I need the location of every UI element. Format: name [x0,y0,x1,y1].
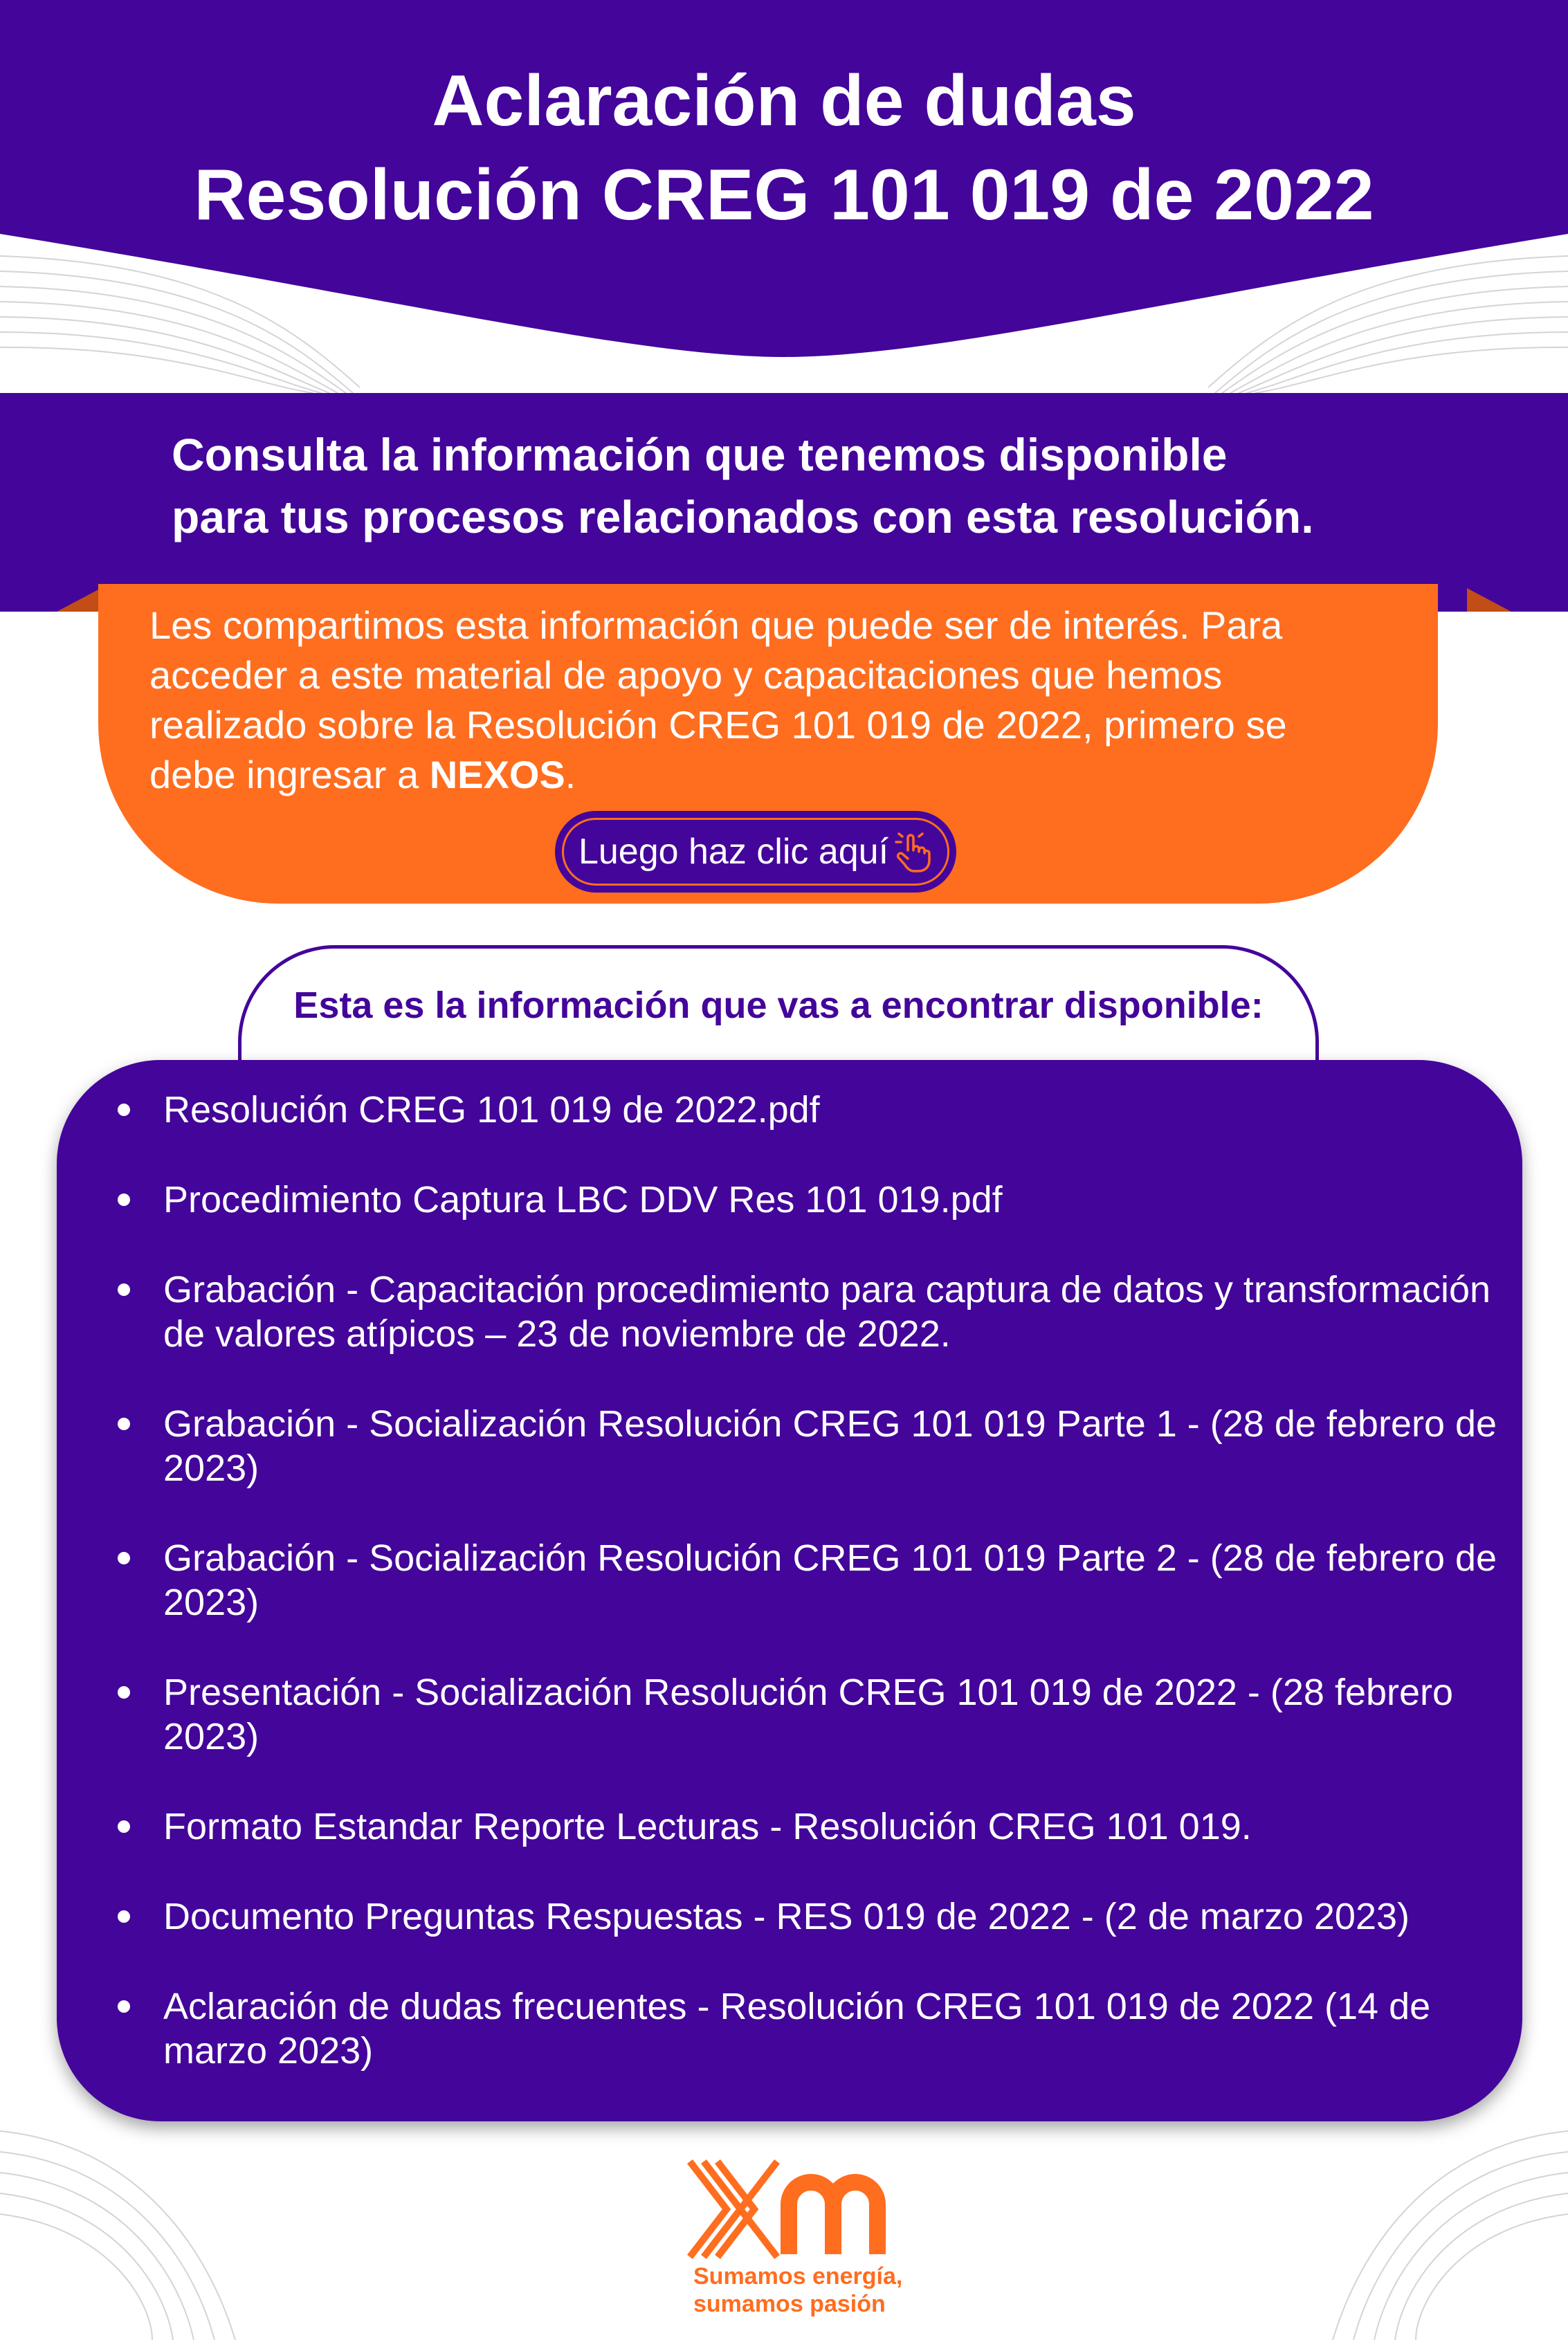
pointing-hand-icon [893,830,933,874]
intro-line1: Les compartimos esta información que puede ser de interés. Para [149,603,1283,647]
bullet [118,1910,130,1923]
list-item-text: Documento Preguntas Respuestas - RES 019 de 2022 - (2 de marzo 2023) [163,1896,1410,1937]
list-item-text: Presentación - Socialización Resolución CREG 101 019 de 2022 - (28 febrero [163,1672,1454,1713]
list-item[interactable] [163,1268,1520,1356]
list-item-text: Grabación - Capacitación procedimiento para captura de datos y transformación [163,1269,1491,1310]
slogan-line1: Sumamos energía, [693,2263,903,2289]
nexos-link-text: NEXOS [429,753,565,796]
bullet [118,1283,130,1296]
list-item[interactable] [163,1088,1520,1132]
bullet [118,1418,130,1430]
list-item-text: Grabación - Socialización Resolución CREG 101 019 Parte 1 - (28 de febrero de [163,1403,1497,1445]
intro-line3: realizado sobre la Resolución CREG 101 019 de 2022, primero se [149,703,1287,747]
bullet [118,1194,130,1206]
click-here-button[interactable] [555,811,956,893]
xm-logo [685,2150,913,2268]
slogan-line2: sumamos pasión [693,2291,886,2317]
info-heading: Esta es la información que vas a encontrar disponible: [293,985,1264,1026]
list-item-text: 2023) [163,1716,259,1757]
list-item[interactable] [163,1984,1520,2073]
resources-list [163,1088,1520,2073]
page-title-line1: Aclaración de dudas [432,61,1136,141]
list-item[interactable] [163,1894,1520,1939]
band-heading-line2: para tus procesos relacionados con esta resolución. [172,491,1314,542]
bullet [118,2000,130,2013]
list-item[interactable] [163,1402,1520,1490]
list-item-text: de valores atípicos – 23 de noviembre de 2022. [163,1313,951,1355]
ribbon-fold-right [1467,588,1511,612]
band-heading [172,423,1486,548]
intro-line2: acceder a este material de apoyo y capacitaciones que hemos [149,653,1223,697]
ribbon-fold-left [57,588,101,612]
list-item-text: marzo 2023) [163,2030,374,2072]
bullet [118,1820,130,1833]
intro-text [149,601,1395,800]
list-item[interactable] [163,1178,1520,1222]
band-heading-line1: Consulta la información que tenemos disponible [172,429,1228,480]
list-item-text: Formato Estandar Reporte Lecturas - Resolución CREG 101 019. [163,1806,1252,1847]
list-item-text: 2023) [163,1447,259,1489]
bullet [118,1552,130,1564]
page-title-line2: Resolución CREG 101 019 de 2022 [194,155,1374,235]
click-here-label: Luego haz clic aquí [578,832,889,872]
slogan [693,2263,902,2318]
list-item-text: Aclaración de dudas frecuentes - Resolución CREG 101 019 de 2022 (14 de [163,1986,1431,2027]
list-item-text: Resolución CREG 101 019 de 2022.pdf [163,1089,820,1131]
intro-line4 [149,750,1395,800]
list-item-text: Grabación - Socialización Resolución CREG 101 019 Parte 2 - (28 de febrero de [163,1537,1497,1579]
list-item[interactable] [163,1670,1520,1759]
list-item[interactable] [163,1804,1520,1849]
list-item-text: 2023) [163,1582,259,1623]
bullet [118,1104,130,1116]
bullet [118,1686,130,1699]
list-item-text: Procedimiento Captura LBC DDV Res 101 019.pdf [163,1179,1003,1221]
list-item[interactable] [163,1536,1520,1625]
intro-line4-suffix: . [565,753,576,796]
intro-line4-prefix: debe ingresar a [149,753,430,796]
